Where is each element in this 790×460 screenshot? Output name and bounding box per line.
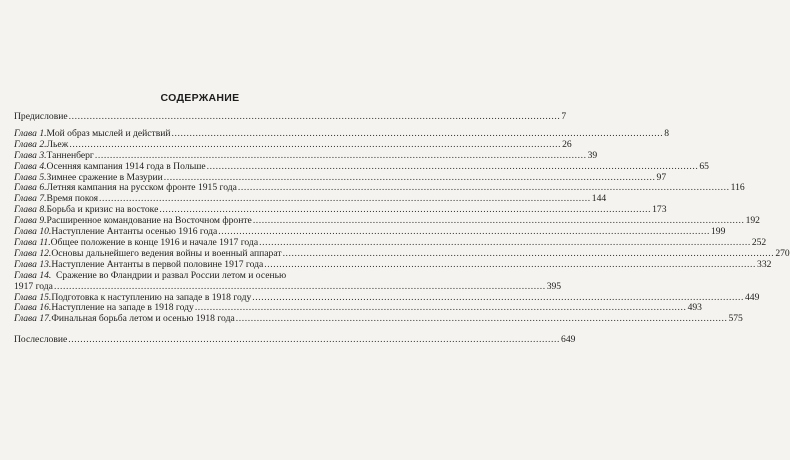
chapter-number: Глава 8. [14, 204, 47, 216]
toc-page-number: 8 [664, 127, 670, 139]
chapter-number: Глава 7. [14, 193, 47, 205]
chapter-title: Основы дальнейшего ведения войны и военный аппарат [51, 247, 282, 259]
toc-page-number: 395 [546, 280, 562, 292]
page-title: СОДЕРЖАНИЕ [160, 92, 240, 104]
chapter-title-line-2: 1917 года [14, 280, 53, 292]
toc-page-number: 649 [561, 334, 576, 346]
chapter-title: Зимнее сражение в Мазурии [46, 171, 163, 183]
chapter-number: Глава 3. [14, 149, 47, 161]
toc-page-number: 575 [728, 313, 743, 325]
toc-entry-label: Предисловие [14, 111, 68, 122]
leader-dots [264, 260, 756, 271]
chapter-number: Глава 2. [14, 138, 47, 150]
leader-dots [69, 112, 561, 123]
toc-entry-preface [14, 111, 567, 123]
toc-page-number: 144 [591, 193, 607, 205]
chapter-number: Глава 6. [14, 182, 47, 194]
toc-page-number: 26 [562, 138, 572, 150]
toc-entry-afterword [14, 334, 576, 346]
chapter-number: Глава 15. [14, 291, 52, 303]
leader-dots [95, 151, 587, 162]
chapter-title: Общее положение в конце 1916 и начале 1917 года [50, 236, 259, 248]
leader-dots [54, 282, 546, 293]
chapter-title: Финальная борьба летом и осенью 1918 года [51, 313, 235, 325]
toc-entry-label: Послесловие [14, 334, 68, 346]
chapter-number: Глава 13. [14, 258, 52, 270]
toc-page-number: 7 [561, 111, 567, 122]
toc-page-number: 199 [711, 226, 726, 238]
chapter-number: Глава 17. [14, 313, 52, 325]
toc-page-number: 192 [745, 215, 760, 227]
chapter-number: Глава 9. [14, 215, 47, 227]
chapter-number: Глава 16. [14, 302, 52, 314]
chapter-title: Льеж [46, 138, 69, 150]
toc-entry-chapter-14-continued [14, 280, 562, 293]
toc-page-number: 493 [687, 302, 702, 314]
chapter-number: Глава 5. [14, 171, 47, 183]
chapter-title-line-1: Сражение во Фландрии и развал России летом и осенью [56, 269, 287, 281]
chapter-title: Осенняя кампания 1914 года в Польше [46, 160, 206, 172]
chapter-number: Глава 11. [14, 236, 51, 248]
leader-dots [68, 335, 560, 346]
chapter-number: Глава 1. [14, 127, 47, 139]
leader-dots [207, 162, 699, 173]
chapter-title: Время покоя [46, 193, 99, 205]
chapter-number: Глава 14. [14, 269, 52, 281]
chapter-title: Расширенное командование на Восточном фронте [46, 215, 252, 227]
toc-entry-chapter-17 [14, 313, 743, 325]
chapter-number: Глава 10. [14, 226, 52, 238]
toc-page-number: 116 [730, 182, 745, 194]
toc-page-number: 39 [587, 149, 598, 161]
chapter-title: Борьба и кризис на востоке [46, 204, 159, 216]
table-of-contents [14, 111, 790, 346]
toc-page-number: 270 [775, 247, 790, 259]
toc-page-number: 65 [699, 160, 709, 172]
leader-dots [236, 314, 728, 325]
toc-entry-chapter-4 [14, 160, 709, 173]
toc-page-number: 449 [745, 291, 760, 303]
chapter-title: Наступление на западе в 1918 году [51, 302, 194, 314]
chapter-number: Глава 12. [14, 247, 52, 259]
chapter-number: Глава 4. [14, 160, 47, 172]
toc-page-number: 97 [656, 171, 667, 183]
chapter-title: Наступление Антанты осенью 1916 года [51, 226, 218, 238]
chapter-title: Мой образ мыслей и действий [46, 127, 171, 139]
chapter-title: Танненберг [46, 149, 94, 161]
chapter-title: Наступление Антанты в первой половине 1917 года [51, 258, 264, 270]
toc-entry-chapter-3 [14, 149, 598, 162]
toc-page-number: 252 [751, 236, 767, 248]
chapter-title: Подготовка к наступлению на западе в 1918 году [51, 291, 252, 303]
toc-page-number: 173 [652, 204, 667, 216]
toc-page-number: 332 [757, 258, 772, 270]
toc-entry-chapter-14 [14, 271, 386, 282]
chapter-title: Летняя кампания на русском фронте 1915 года [46, 182, 237, 194]
